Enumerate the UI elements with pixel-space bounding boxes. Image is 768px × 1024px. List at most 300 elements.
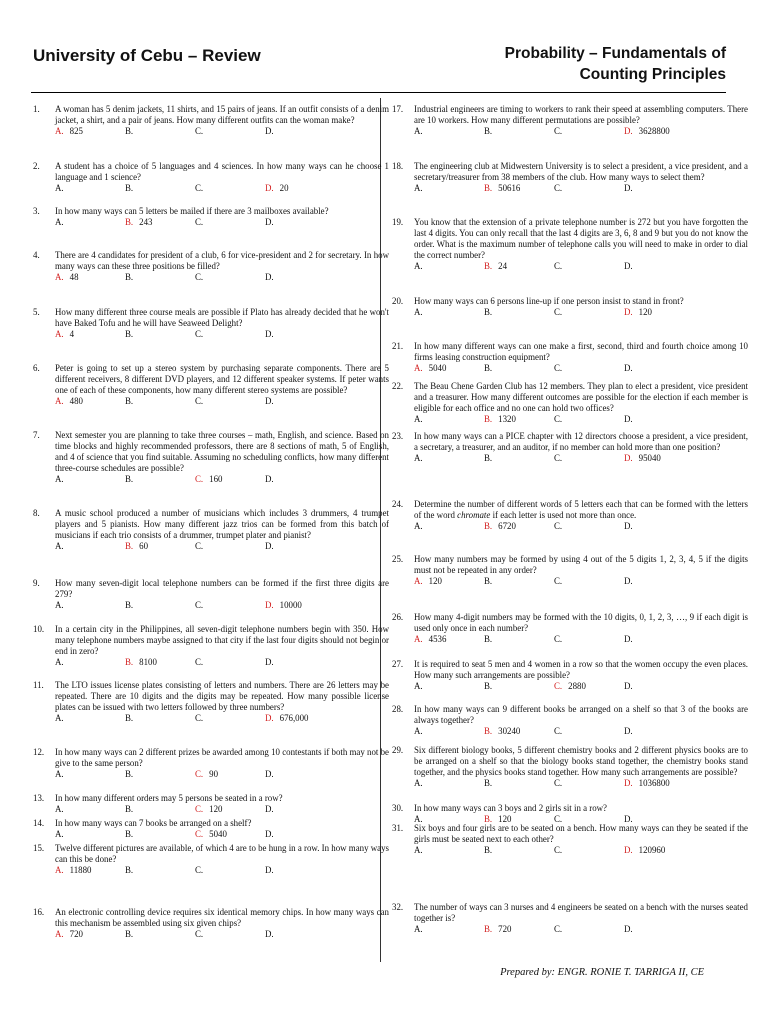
choice-c: [195, 272, 265, 283]
choice-letter: D.: [624, 453, 633, 463]
choice-d: [624, 778, 694, 789]
choice-a: [414, 521, 484, 532]
answer-value: 2880: [568, 681, 586, 691]
choice-b: [125, 769, 195, 780]
answer-choices: [414, 126, 748, 137]
choice-a: [55, 396, 125, 407]
question-text: It is required to seat 5 men and 4 women in a row so that the women occupy the even places. How many such arrangements are possible?: [414, 659, 748, 680]
answer-choices: [55, 329, 389, 340]
question-text: In how many ways can a PICE chapter with 12 directors choose a president, a vice president, a secretary, a treasurer, and an auditor, if no member can hold more than one position?: [414, 431, 748, 452]
choice-d: [624, 363, 694, 374]
question-item: [33, 747, 389, 780]
question-text: Peter is going to set up a stereo system by purchasing separate components. There are 5 different receivers, 8 different DVD players, and 12 different speaker systems. If peter wants one of each of these components, how many different stereo systems are possible?: [55, 363, 389, 395]
choice-letter: C.: [554, 414, 563, 424]
question-item: [33, 680, 389, 724]
question-text: How many different three course meals are possible if Plato has already decided that he won't have Baked Tofu and he will have Seaweed Delight?: [55, 307, 389, 328]
choice-letter: C.: [554, 521, 563, 531]
answer-value: 11880: [69, 865, 92, 875]
answer-choices: [55, 829, 389, 840]
choice-letter: B.: [125, 396, 134, 406]
answer-choices: [414, 726, 748, 737]
choice-d: [624, 261, 694, 272]
choice-b: [484, 681, 554, 692]
question-text: [414, 499, 748, 521]
choice-b: [484, 363, 554, 374]
question-text: The engineering club at Midwestern University is to select a president, a vice president, and a secretary/treasurer from 38 members of the club. How many ways to select them?: [414, 161, 748, 182]
choice-letter: D.: [624, 183, 633, 193]
choice-letter: A.: [414, 363, 423, 373]
choice-letter: A.: [55, 865, 64, 875]
choice-d: [265, 829, 335, 840]
answer-value: 120: [638, 307, 652, 317]
header-right-title: [505, 43, 726, 85]
choice-c: [195, 657, 265, 668]
choice-letter: A.: [55, 474, 64, 484]
choice-letter: A.: [55, 713, 64, 723]
choice-letter: A.: [414, 126, 423, 136]
choice-a: [414, 778, 484, 789]
answer-value: 30240: [498, 726, 521, 736]
choice-letter: A.: [414, 307, 423, 317]
choice-c: [195, 713, 265, 724]
answer-choices: [414, 681, 748, 692]
choice-letter: B.: [125, 183, 134, 193]
choice-d: [265, 929, 335, 940]
answer-choices: [55, 713, 389, 724]
choice-letter: C.: [195, 600, 204, 610]
choice-a: [55, 829, 125, 840]
choice-letter: A.: [55, 396, 64, 406]
choice-b: [125, 829, 195, 840]
choice-b: [125, 600, 195, 611]
choice-a: [414, 634, 484, 645]
choice-c: [554, 307, 624, 318]
question-number: 20.: [392, 296, 404, 306]
choice-d: [265, 474, 335, 485]
answer-choices: [414, 576, 748, 587]
choice-letter: C.: [195, 929, 204, 939]
choice-letter: D.: [265, 600, 274, 610]
choice-letter: D.: [265, 217, 274, 227]
choice-letter: D.: [265, 865, 274, 875]
choice-c: [554, 681, 624, 692]
choice-letter: B.: [484, 576, 493, 586]
choice-b: [484, 183, 554, 194]
choice-c: [195, 217, 265, 228]
choice-a: [414, 453, 484, 464]
choice-letter: B.: [484, 681, 493, 691]
choice-a: [55, 804, 125, 815]
choice-c: [554, 414, 624, 425]
answer-choices: [414, 414, 748, 425]
question-text: Industrial engineers are timing to workers to rank their speed at assembling computers. There are 10 workers. How many different permutations are possible?: [414, 104, 748, 125]
question-number: 15.: [33, 843, 45, 853]
question-number: 30.: [392, 803, 404, 813]
answer-choices: [55, 126, 389, 137]
question-item: [392, 902, 748, 935]
choice-c: [554, 126, 624, 137]
choice-letter: D.: [624, 778, 633, 788]
choice-c: [195, 769, 265, 780]
answer-value: 8100: [139, 657, 157, 667]
question-item: [33, 508, 389, 552]
choice-letter: D.: [265, 769, 274, 779]
choice-c: [554, 183, 624, 194]
header-right-title-line2: Counting Principles: [579, 66, 726, 83]
choice-letter: C.: [554, 363, 563, 373]
choice-a: [55, 769, 125, 780]
question-text: How many numbers may be formed by using 4 out of the 5 digits 1, 2, 3, 4, 5 if the digits must not be repeated in any order?: [414, 554, 748, 575]
choice-letter: A.: [55, 541, 64, 551]
choice-d: [265, 126, 335, 137]
choice-c: [554, 261, 624, 272]
choice-letter: A.: [414, 681, 423, 691]
answer-value: 480: [69, 396, 83, 406]
choice-letter: B.: [125, 600, 134, 610]
choice-d: [624, 183, 694, 194]
question-item: [33, 104, 389, 137]
question-item: [392, 431, 748, 464]
question-item: [33, 843, 389, 876]
question-text: Next semester you are planning to take three courses – math, English, and science. Based on time blocks and highly recommended professors, there are 8 sections of math, 5 of English, and 4 of science that you find suitable. Assuming no scheduling conflicts, how many different three-course schedules are possible?: [55, 430, 389, 473]
choice-a: [55, 929, 125, 940]
choice-letter: A.: [414, 924, 423, 934]
choice-letter: D.: [624, 814, 633, 824]
choice-d: [624, 453, 694, 464]
choice-letter: B.: [484, 261, 493, 271]
choice-d: [265, 713, 335, 724]
choice-c: [554, 726, 624, 737]
choice-a: [55, 329, 125, 340]
choice-a: [414, 924, 484, 935]
question-item: [33, 363, 389, 407]
choice-c: [195, 541, 265, 552]
answer-choices: [55, 600, 389, 611]
question-number: 18.: [392, 161, 404, 171]
choice-a: [55, 541, 125, 552]
question-number: 4.: [33, 250, 40, 260]
choice-letter: C.: [554, 924, 563, 934]
choice-letter: D.: [265, 329, 274, 339]
answer-value: 720: [69, 929, 83, 939]
question-text: Six boys and four girls are to be seated on a bench. How many ways can they be seated if the girls must be seated next to each other?: [414, 823, 748, 844]
choice-d: [624, 634, 694, 645]
choice-letter: C.: [554, 726, 563, 736]
answer-value: 120: [209, 804, 223, 814]
question-text: How many ways can 6 persons line-up if one person insist to stand in front?: [414, 296, 684, 306]
question-text-emphasis: chromate: [457, 510, 491, 520]
choice-letter: B.: [125, 217, 134, 227]
answer-value: 120960: [638, 845, 666, 855]
question-item: [392, 803, 748, 825]
choice-letter: B.: [484, 814, 493, 824]
choice-c: [554, 363, 624, 374]
choice-b: [484, 261, 554, 272]
question-number: 16.: [33, 907, 45, 917]
choice-a: [414, 126, 484, 137]
answer-choices: [55, 769, 389, 780]
choice-b: [125, 541, 195, 552]
question-text: How many 4-digit numbers may be formed with the 10 digits, 0, 1, 2, 3, …, 9 if each digit is used only once in each number?: [414, 612, 748, 633]
choice-a: [414, 681, 484, 692]
answer-value: 90: [209, 769, 219, 779]
choice-letter: B.: [484, 778, 493, 788]
question-item: [392, 104, 748, 137]
question-number: 13.: [33, 793, 45, 803]
answer-value: 10000: [279, 600, 302, 610]
choice-letter: B.: [484, 307, 493, 317]
answer-value: 50616: [498, 183, 521, 193]
question-number: 22.: [392, 381, 404, 391]
question-number: 31.: [392, 823, 404, 833]
choice-letter: C.: [195, 804, 204, 814]
choice-c: [195, 396, 265, 407]
question-text: In how many ways can 7 books be arranged on a shelf?: [55, 818, 252, 828]
choice-letter: C.: [554, 681, 563, 691]
choice-letter: A.: [414, 183, 423, 193]
choice-d: [265, 329, 335, 340]
choice-letter: C.: [195, 126, 204, 136]
choice-letter: D.: [265, 829, 274, 839]
question-text: In how many different orders may 5 persons be seated in a row?: [55, 793, 283, 803]
choice-d: [624, 681, 694, 692]
choice-letter: D.: [624, 307, 633, 317]
choice-b: [484, 453, 554, 464]
answer-choices: [414, 363, 748, 374]
choice-letter: D.: [265, 541, 274, 551]
question-number: 11.: [33, 680, 44, 690]
answer-value: 1036800: [638, 778, 670, 788]
question-item: [392, 499, 748, 532]
question-item: [392, 612, 748, 645]
choice-c: [554, 845, 624, 856]
choice-letter: A.: [55, 769, 64, 779]
answer-choices: [414, 634, 748, 645]
choice-d: [265, 769, 335, 780]
question-item: [33, 578, 389, 611]
choice-b: [125, 713, 195, 724]
choice-letter: B.: [484, 126, 493, 136]
choice-b: [484, 126, 554, 137]
choice-letter: B.: [484, 363, 493, 373]
choice-b: [484, 576, 554, 587]
choice-letter: D.: [265, 126, 274, 136]
choice-a: [414, 363, 484, 374]
question-number: 29.: [392, 745, 404, 755]
answer-choices: [414, 778, 748, 789]
choice-c: [554, 521, 624, 532]
question-text: In a certain city in the Philippines, all seven-digit telephone numbers begin with 350. How many telephone numbers maybe assigned to that city if the last four digits should not begin or end in zero?: [55, 624, 389, 656]
choice-b: [125, 657, 195, 668]
choice-letter: D.: [624, 924, 633, 934]
question-number: 7.: [33, 430, 40, 440]
choice-letter: D.: [624, 363, 633, 373]
choice-letter: A.: [414, 414, 423, 424]
choice-letter: A.: [55, 829, 64, 839]
choice-c: [554, 924, 624, 935]
answer-value: 4: [69, 329, 75, 339]
question-text-part: if each letter is used not more than once.: [490, 510, 637, 520]
question-number: 24.: [392, 499, 404, 509]
question-number: 14.: [33, 818, 45, 828]
choice-c: [195, 829, 265, 840]
choice-letter: A.: [414, 814, 423, 824]
choice-d: [265, 600, 335, 611]
choice-d: [265, 396, 335, 407]
question-number: 12.: [33, 747, 45, 757]
answer-choices: [55, 217, 389, 228]
answer-value: 24: [498, 261, 508, 271]
choice-letter: D.: [624, 576, 633, 586]
question-item: [392, 823, 748, 856]
choice-letter: C.: [554, 307, 563, 317]
choice-letter: C.: [195, 396, 204, 406]
question-text: The LTO issues license plates consisting of letters and numbers. There are 26 letters may be repeated. There are 10 digits and the digits may be repeated. How many possible license plates can be issued with two letters followed by three numbers?: [55, 680, 389, 712]
question-item: [392, 704, 748, 737]
answer-value: 5040: [209, 829, 227, 839]
choice-letter: A.: [55, 329, 64, 339]
question-number: 32.: [392, 902, 404, 912]
choice-d: [624, 414, 694, 425]
choice-letter: A.: [55, 126, 64, 136]
choice-c: [554, 453, 624, 464]
choice-letter: C.: [554, 634, 563, 644]
choice-a: [55, 657, 125, 668]
choice-letter: C.: [554, 261, 563, 271]
answer-value: 4536: [428, 634, 447, 644]
question-item: [33, 430, 389, 485]
question-text: Twelve different pictures are available, of which 4 are to be hung in a row. In how many ways can this be done?: [55, 843, 389, 864]
choice-b: [484, 726, 554, 737]
choice-letter: B.: [125, 541, 134, 551]
choice-letter: C.: [554, 845, 563, 855]
choice-d: [624, 726, 694, 737]
choice-letter: B.: [125, 272, 134, 282]
choice-letter: C.: [554, 126, 563, 136]
question-item: [392, 381, 748, 425]
choice-b: [484, 778, 554, 789]
choice-d: [265, 272, 335, 283]
choice-letter: C.: [195, 829, 204, 839]
question-number: 17.: [392, 104, 404, 114]
question-number: 6.: [33, 363, 40, 373]
choice-letter: C.: [195, 713, 204, 723]
answer-choices: [414, 261, 748, 272]
choice-letter: A.: [55, 929, 64, 939]
choice-letter: C.: [195, 865, 204, 875]
question-text: In how many ways can 5 letters be mailed if there are 3 mailboxes available?: [55, 206, 329, 216]
answer-choices: [414, 521, 748, 532]
choice-d: [624, 924, 694, 935]
choice-d: [265, 804, 335, 815]
choice-letter: D.: [265, 396, 274, 406]
choice-letter: D.: [624, 521, 633, 531]
choice-letter: C.: [195, 769, 204, 779]
choice-letter: C.: [195, 183, 204, 193]
choice-a: [55, 272, 125, 283]
question-item: [33, 907, 389, 940]
question-text: You know that the extension of a private telephone number is 272 but you have forgotten the last 4 digits. You can only recall that the last 4 digits are 3, 6, 8 and 9 but you do not know the order. What is the maximum number of telephone calls you will need to make in order to dial the correct number?: [414, 217, 748, 260]
answer-value: 120: [428, 576, 442, 586]
choice-b: [484, 924, 554, 935]
choice-letter: D.: [624, 845, 633, 855]
choice-b: [125, 865, 195, 876]
choice-letter: B.: [484, 414, 493, 424]
question-number: 28.: [392, 704, 404, 714]
choice-letter: D.: [265, 929, 274, 939]
choice-letter: B.: [484, 726, 493, 736]
choice-c: [195, 126, 265, 137]
question-number: 21.: [392, 341, 404, 351]
choice-a: [414, 576, 484, 587]
choice-letter: B.: [125, 474, 134, 484]
choice-letter: C.: [195, 657, 204, 667]
choice-letter: A.: [414, 576, 423, 586]
choice-c: [554, 576, 624, 587]
question-item: [33, 793, 389, 815]
choice-letter: C.: [554, 453, 563, 463]
answer-choices: [55, 183, 389, 194]
question-number: 25.: [392, 554, 404, 564]
question-item: [392, 161, 748, 194]
choice-a: [414, 307, 484, 318]
choice-d: [265, 865, 335, 876]
answer-choices: [55, 474, 389, 485]
answer-choices: [414, 924, 748, 935]
question-text: There are 4 candidates for president of a club, 6 for vice-president and 2 for secretary. In how many ways can these three positions be filled?: [55, 250, 389, 271]
choice-d: [265, 217, 335, 228]
choice-letter: A.: [55, 183, 64, 193]
question-text: A woman has 5 denim jackets, 11 shirts, and 15 pairs of jeans. If an outfit consists of a denim jacket, a shirt, and a pair of jeans. How many different outfits can the woman make?: [55, 104, 389, 125]
answer-choices: [55, 272, 389, 283]
answer-value: 720: [498, 924, 512, 934]
choice-a: [414, 183, 484, 194]
choice-letter: D.: [265, 657, 274, 667]
choice-d: [624, 576, 694, 587]
answer-choices: [55, 865, 389, 876]
question-number: 9.: [33, 578, 40, 588]
choice-letter: B.: [484, 453, 493, 463]
choice-b: [484, 414, 554, 425]
choice-b: [125, 217, 195, 228]
choice-letter: D.: [265, 713, 274, 723]
choice-letter: B.: [484, 924, 493, 934]
choice-a: [55, 217, 125, 228]
choice-c: [554, 634, 624, 645]
question-item: [33, 161, 389, 194]
question-number: 1.: [33, 104, 40, 114]
choice-c: [195, 474, 265, 485]
prepared-by: Prepared by: ENGR. RONIE T. TARRIGA II, CE: [500, 967, 704, 978]
answer-value: 48: [69, 272, 79, 282]
question-number: 10.: [33, 624, 45, 634]
choice-letter: D.: [624, 634, 633, 644]
choice-letter: A.: [414, 845, 423, 855]
choice-letter: B.: [484, 634, 493, 644]
choice-letter: A.: [55, 804, 64, 814]
header-right-title-line1: Probability – Fundamentals of: [504, 45, 726, 62]
question-number: 2.: [33, 161, 40, 171]
question-item: [392, 554, 748, 587]
choice-letter: B.: [125, 865, 134, 875]
header-divider: [31, 92, 726, 93]
answer-choices: [55, 657, 389, 668]
question-text: How many seven-digit local telephone numbers can be formed if the first three digits are 279?: [55, 578, 389, 599]
choice-letter: C.: [195, 329, 204, 339]
choice-letter: C.: [554, 576, 563, 586]
choice-letter: B.: [125, 126, 134, 136]
question-number: 3.: [33, 206, 40, 216]
